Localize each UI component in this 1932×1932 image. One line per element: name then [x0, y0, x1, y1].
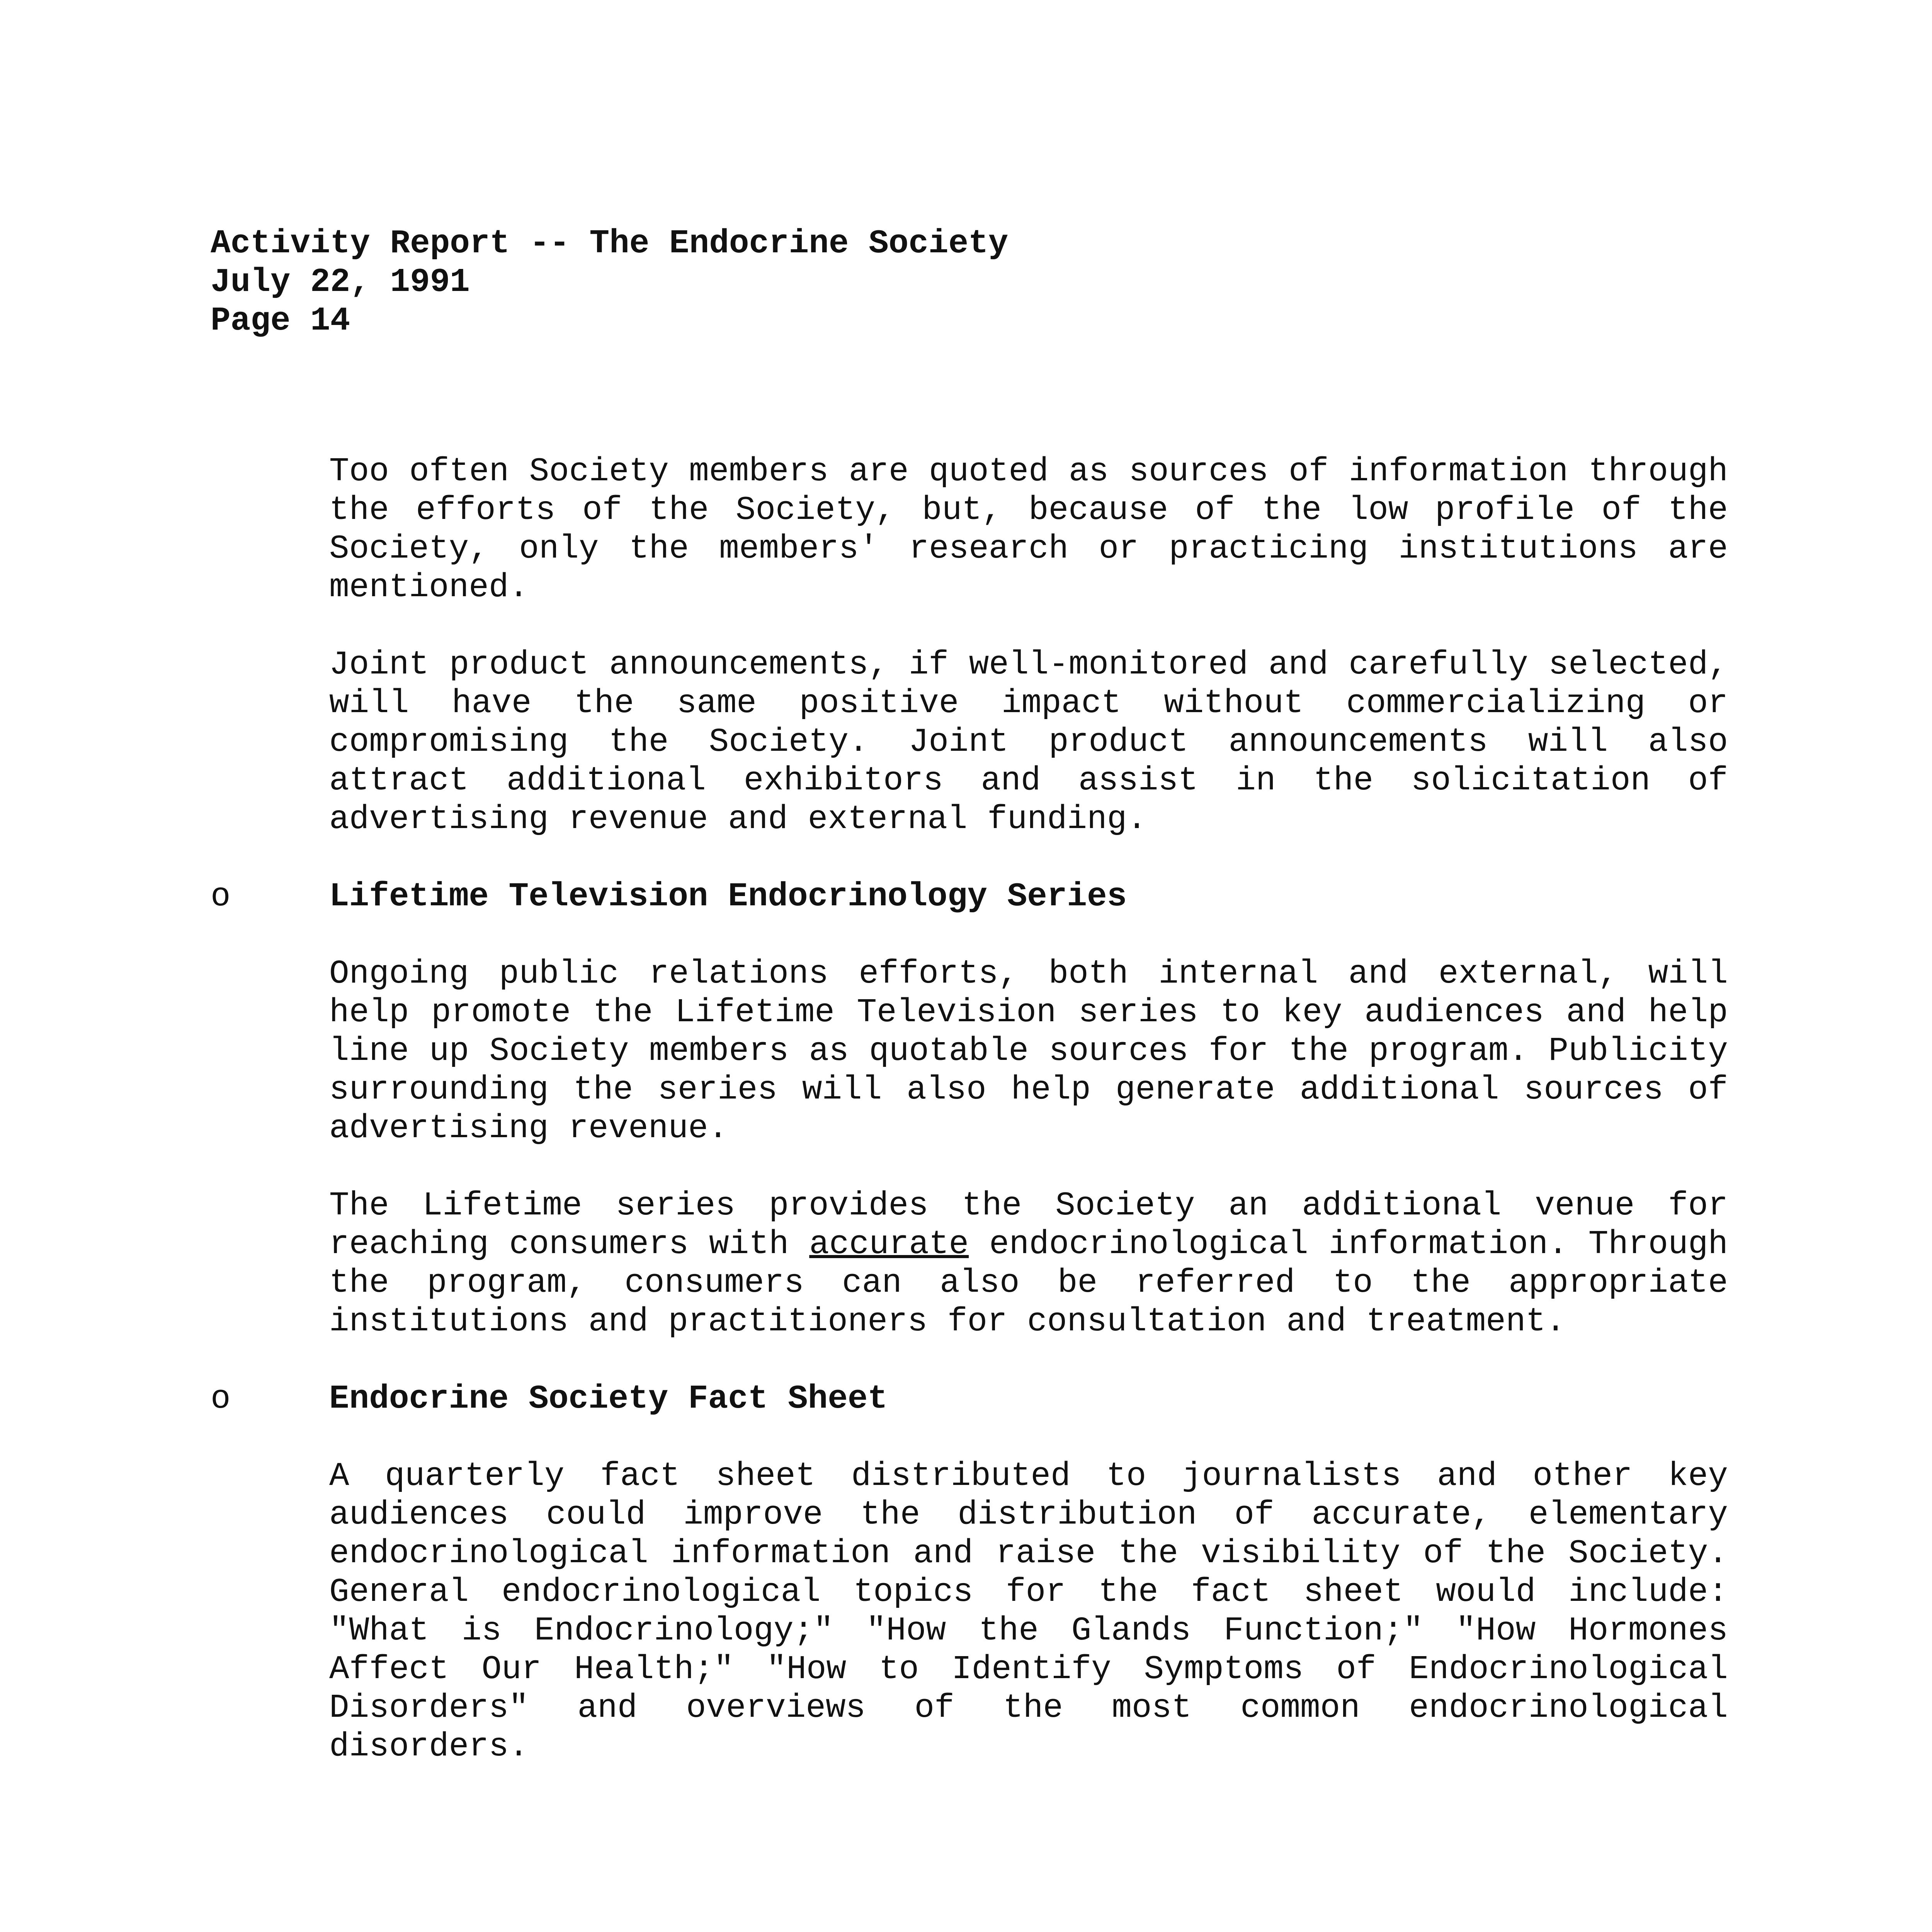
page-number: Page 14: [211, 302, 350, 340]
document-header: [211, 224, 1008, 340]
report-title: Activity Report -- The Endocrine Society: [211, 224, 1009, 262]
bullet-marker: o: [211, 1380, 231, 1418]
paragraph-fact-sheet: A quarterly fact sheet distributed to journalists and other key audiences could improve the distribution of accurate, elementary endocrinological information and raise the visibility of the Society. General endocrinological topics for the fact sheet would include: "What is Endocrinology;" "How the Glands Function;" "How Hormones Affect Our Health;" "How to Identify Symptoms of Endocrinological Disorders" and overviews of the most common endocrinological disorders.: [329, 1457, 1728, 1765]
section-lifetime-series: [211, 877, 1728, 916]
paragraph-joint-product: Joint product announcements, if well-monitored and carefully selected, will have the same positive impact without commercializing or compromising the Society. Joint product announcements will also attract additional exhibitors and assist in the solicitation of advertising revenue and external funding.: [329, 646, 1728, 838]
underlined-word: accurate: [809, 1225, 969, 1263]
bullet-marker: o: [211, 878, 231, 915]
paragraph-lifetime-venue: [329, 1186, 1728, 1341]
section-fact-sheet: [211, 1379, 1728, 1418]
document-body: [211, 452, 1728, 1766]
text-run: The Lifetime series provides the Society an additional venue for reaching consumers with: [329, 1187, 1728, 1263]
text-run: endocrinological information. Through the program, consumers can also be referred to the appropriate institutions and practitioners for consultation and treatment.: [329, 1225, 1728, 1340]
paragraph-lifetime-pr: Ongoing public relations efforts, both internal and external, will help promote the Lifetime Television series to key audiences and help line up Society members as quotable sources for the program. Publicity surrounding the series will also help generate additional sources of advertising revenue.: [329, 955, 1728, 1147]
paragraph-members-quoted: Too often Society members are quoted as sources of information through the efforts of the Society, but, because of the low profile of the Society, only the members' research or practicing institutions are mentioned.: [329, 452, 1728, 606]
report-date: July 22, 1991: [211, 263, 470, 301]
section-title: Lifetime Television Endocrinology Series: [329, 878, 1127, 915]
section-title: Endocrine Society Fact Sheet: [329, 1380, 888, 1418]
